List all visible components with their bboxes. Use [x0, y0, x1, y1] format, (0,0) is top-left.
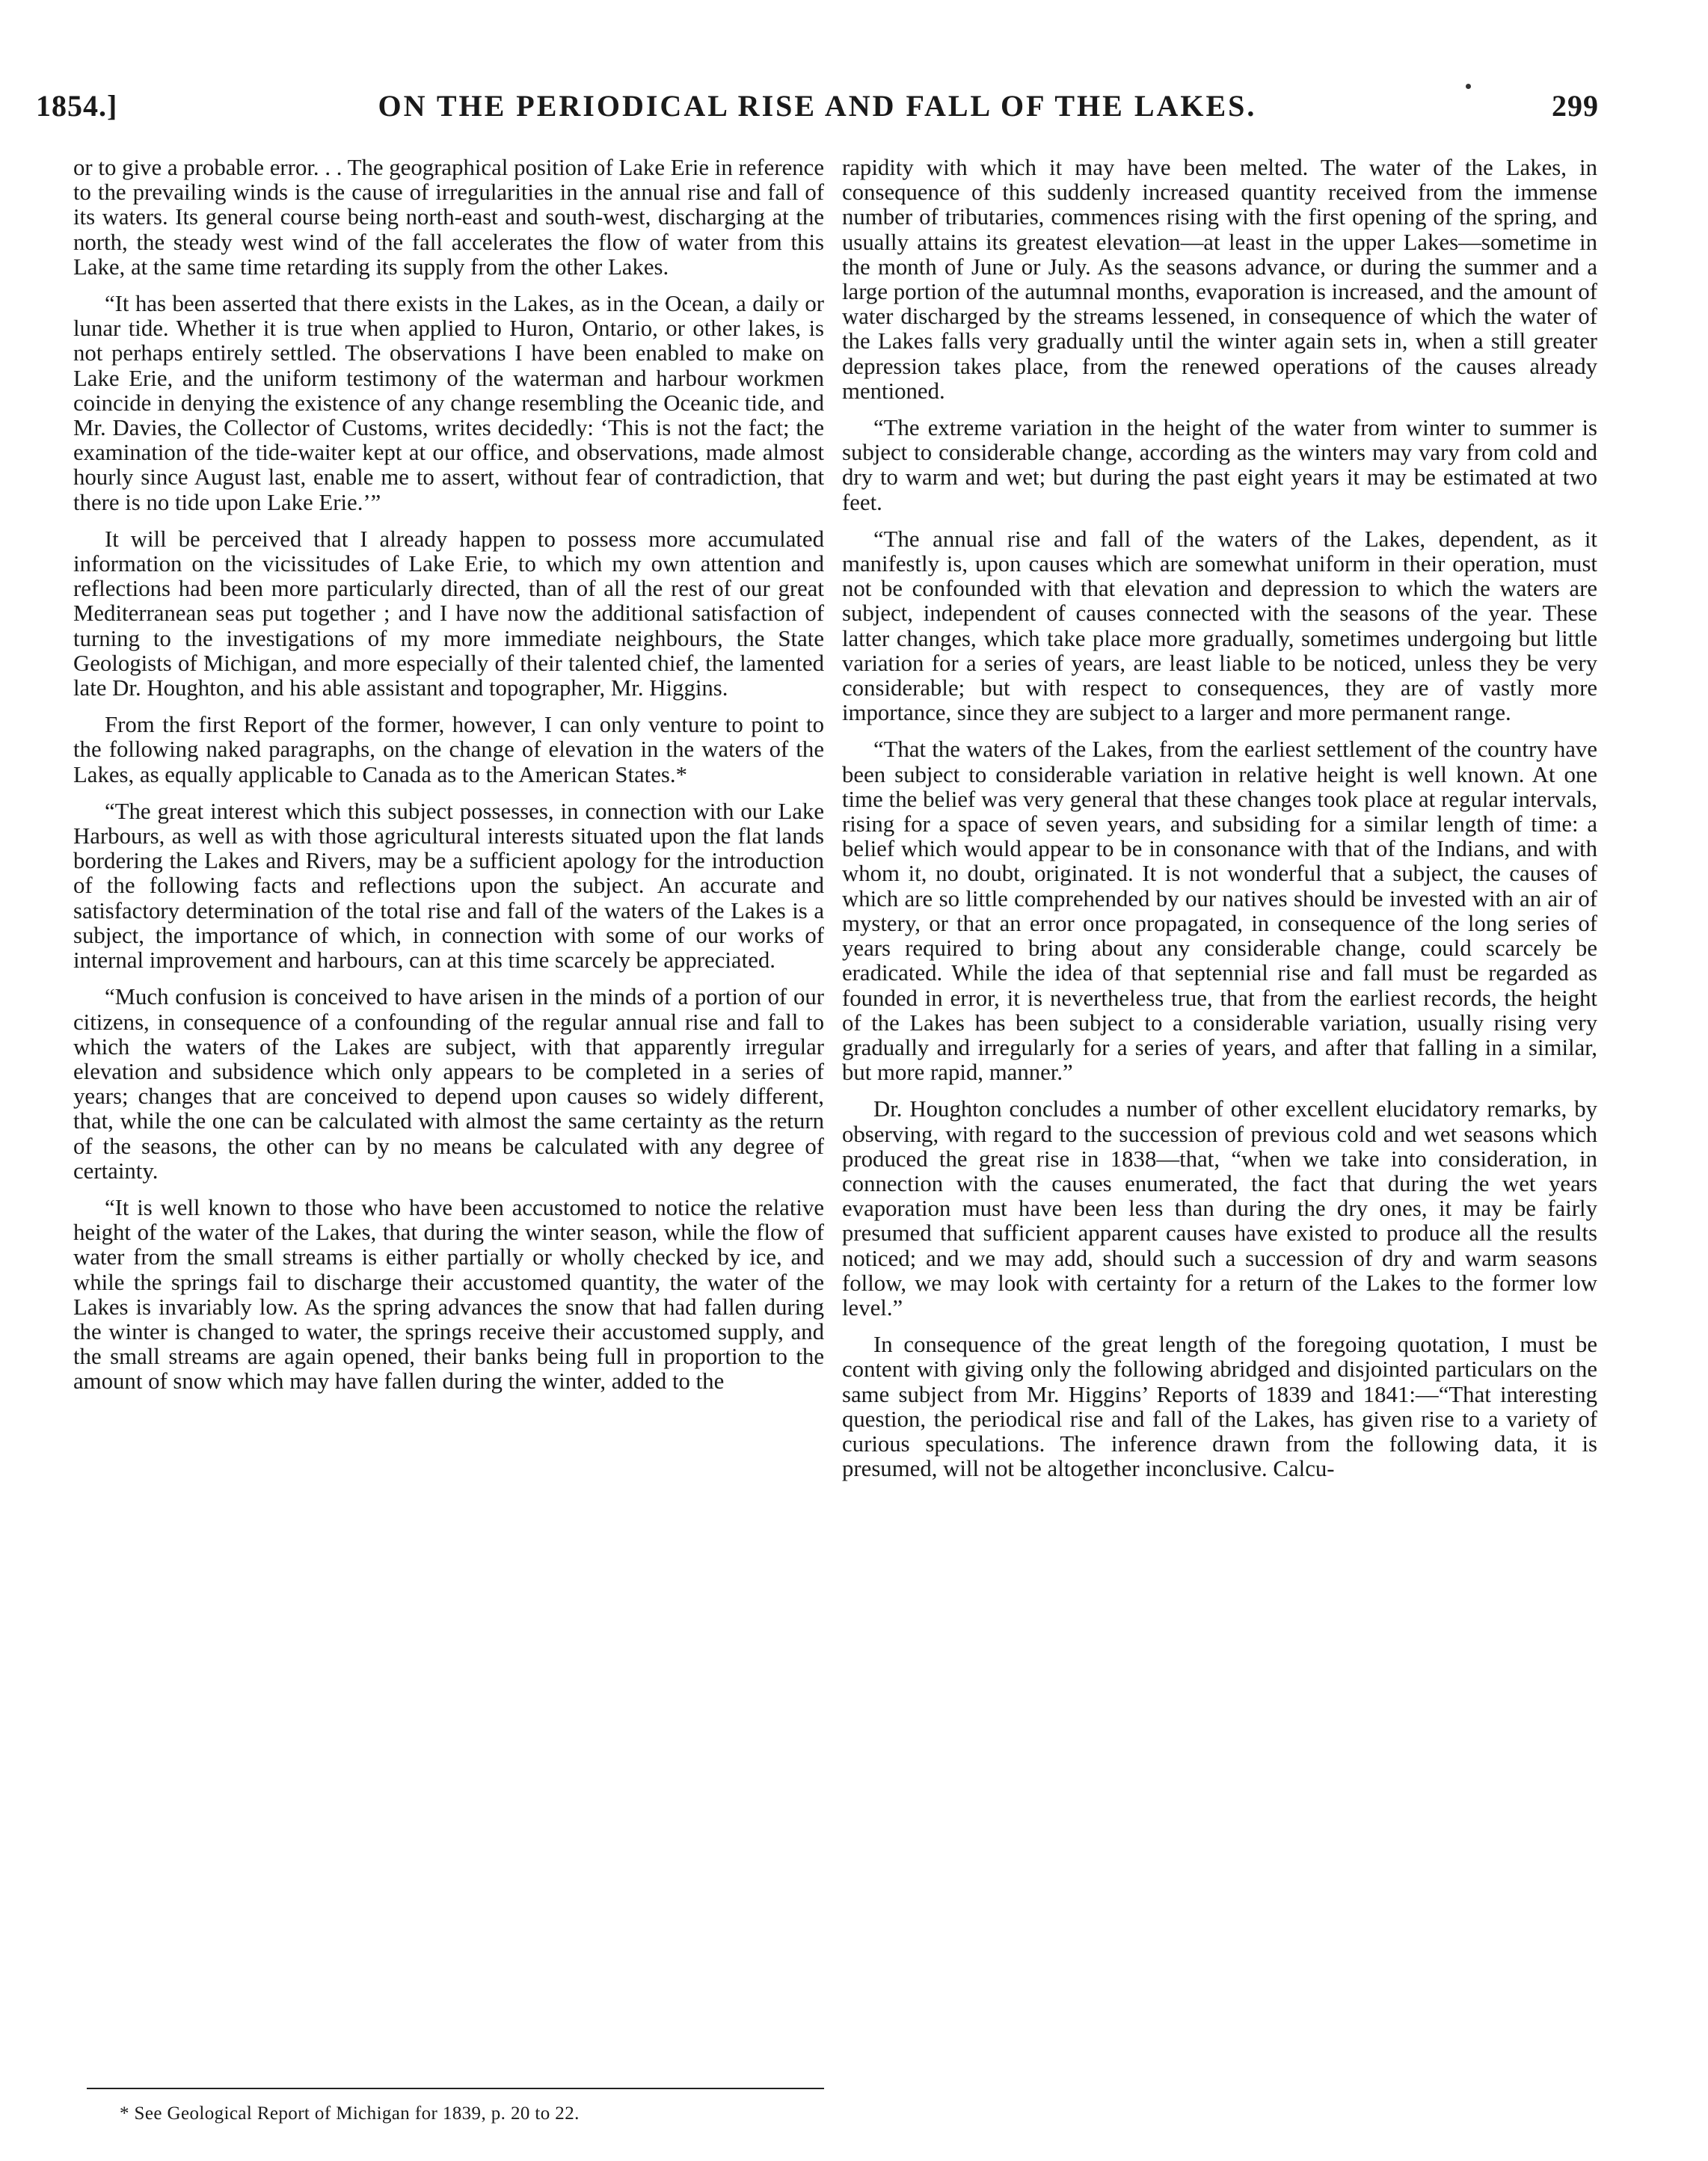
- paragraph: “It is well known to those who have been accustomed to notice the relative height of the water of the Lakes, that during the winter season, while the flow of water from the small streams is either partially or wholly checked by ice, and while the springs fail to discharge their accustomed quantity, the water of the Lakes is invariably low. As the spring advances the snow that had fallen during the winter is changed to water, the springs receive their accustomed supply, and the small streams are again opened, their banks being full in proportion to the amount of snow which may have fallen during the winter, added to the: [73, 1194, 824, 1395]
- running-title: ON THE PERIODICAL RISE AND FALL OF THE LAKES.: [378, 89, 1257, 123]
- paragraph: From the first Report of the former, however, I can only venture to point to the following naked paragraphs, on the change of elevation in the waters of the Lakes, as equally applicable to Canada as to the American States.*: [73, 712, 824, 787]
- left-column: [73, 156, 824, 1395]
- right-column: [842, 156, 1597, 1481]
- paragraph: “That the waters of the Lakes, from the earliest settlement of the country have been subject to considerable variation in relative height is well known. At one time the belief was very general that these changes took place at regular intervals, rising for a space of seven years, and subsiding for a similar length of time: a belief which would appear to be in consonance with that of the Indians, and with whom it, no doubt, originated. It is not wonderful that a subject, the causes of which are so little comprehended by our natives should be invested with an air of mystery, or that an error once propagated, in consequence of the long series of years required to bring about any considerable change, could scarcely be eradicated. While the idea of that septennial rise and fall must be regarded as founded in error, it is nevertheless true, that from the earliest records, the height of the Lakes has been subject to a considerable variation, usually rising very gradually and irregularly for a series of years, and after that falling in a similar, but more rapid, manner.”: [842, 737, 1597, 1086]
- paragraph: or to give a probable error. . . The geographical position of Lake Erie in reference to the prevailing winds is the cause of irregularities in the annual rise and fall of its waters. Its general course being north-east and south-west, discharging at the north, the steady west wind of the fall accelerates the flow of water from this Lake, at the same time retarding its supply from the other Lakes.: [73, 155, 824, 280]
- paragraph: “The great interest which this subject possesses, in connection with our Lake Harbours, as well as with those agricultural interests situated upon the flat lands bordering the Lakes and Rivers, may be a sufficient apology for the introduction of the following facts and reflections upon the subject. An accurate and satisfactory determination of the total rise and fall of the waters of the Lakes is a subject, the importance of which, in connection with some of our works of internal improvement and harbours, can at this time scarcely be appreciated.: [73, 798, 824, 974]
- ink-speck: [1466, 84, 1471, 89]
- paragraph: It will be perceived that I already happen to possess more accumulated information on the vicissitudes of Lake Erie, to which my own attention and reflections had been more particularly directed, than of all the rest of our great Mediterranean seas put together ; and I have now the additional satisfaction of turning to the investigations of my more immediate neighbours, the State Geologists of Michigan, and more especially of their talented chief, the lamented late Dr. Houghton, and his able assistant and topographer, Mr. Higgins.: [73, 526, 824, 701]
- footnote: * See Geological Report of Michigan for 1839, p. 20 to 22.: [120, 2103, 580, 2124]
- paragraph: “The annual rise and fall of the waters of the Lakes, dependent, as it manifestly is, upon causes which are somewhat uniform in their operation, must not be confounded with that elevation and depression to which the waters are subject, independent of causes connected with the seasons of the year. These latter changes, which take place more gradually, sometimes undergoing but little variation for a series of years, are least liable to be noticed, unless they be very considerable; but with respect to consequences, they are of vastly more importance, since they are subject to a larger and more permanent range.: [842, 526, 1597, 726]
- paragraph: “Much confusion is conceived to have arisen in the minds of a portion of our citizens, in consequence of a confounding of the regular annual rise and fall to which the waters of the Lakes are subject, with that apparently irregular elevation and subsidence which only appears to be completed in a series of years; changes that are conceived to depend upon causes so widely different, that, while the one can be calculated with almost the same certainty as the return of the seasons, the other can by no means be calculated with any degree of certainty.: [73, 984, 824, 1184]
- paragraph: rapidity with which it may have been melted. The water of the Lakes, in consequence of this suddenly increased quantity received from the immense number of tributaries, commences rising with the first opening of the spring, and usually attains its greatest elevation—at least in the upper Lakes—sometime in the month of June or July. As the seasons advance, or during the summer and a large portion of the autumnal months, evaporation is increased, and the amount of water discharged by the streams lessened, in consequence of which the water of the Lakes falls very gradually until the winter again sets in, when a still greater depression takes place, from the renewed operations of the causes already mentioned.: [842, 155, 1597, 404]
- paragraph: Dr. Houghton concludes a number of other excellent elucidatory remarks, by observing, with regard to the succession of previous cold and wet seasons which produced the great rise in 1838—that, “when we take into consideration, in connection with the causes enumerated, the fact that during the wet years evaporation must have been less than during the dry ones, it may be fairly presumed that sufficient apparent causes have existed to produce all the results noticed; and we may add, should such a succession of dry and warm seasons follow, we may look with certainty for a return of the Lakes to the former low level.”: [842, 1096, 1597, 1321]
- paragraph: “It has been asserted that there exists in the Lakes, as in the Ocean, a daily or lunar tide. Whether it is true when applied to Huron, Ontario, or other lakes, is not perhaps entirely settled. The observations I have been enabled to make on Lake Erie, and the uniform testimony of the waterman and harbour workmen coincide in denying the existence of any change resembling the Oceanic tide, and Mr. Davies, the Collector of Customs, writes decidedly: ‘This is not the fact; the examination of the tide-waiter kept at our office, and observations, made almost hourly since August last, enable me to assert, without fear of contradiction, that there is no tide upon Lake Erie.’”: [73, 291, 824, 515]
- paragraph: “The extreme variation in the height of the water from winter to summer is subject to considerable change, according as the winters may vary from cold and dry to warm and wet; but during the past eight years it may be estimated at two feet.: [842, 415, 1597, 515]
- page-number: 299: [1552, 89, 1599, 123]
- paragraph: In consequence of the great length of the foregoing quotation, I must be content with giving only the following abridged and disjointed particulars on the same subject from Mr. Higgins’ Reports of 1839 and 1841:—“That interesting question, the periodical rise and fall of the Lakes, has given rise to a variety of curious speculations. The inference drawn from the following data, it is presumed, will not be altogether inconclusive. Calcu-: [842, 1332, 1597, 1482]
- running-header: [36, 88, 1599, 133]
- footnote-rule: [87, 2088, 824, 2089]
- header-year: 1854.]: [36, 89, 118, 123]
